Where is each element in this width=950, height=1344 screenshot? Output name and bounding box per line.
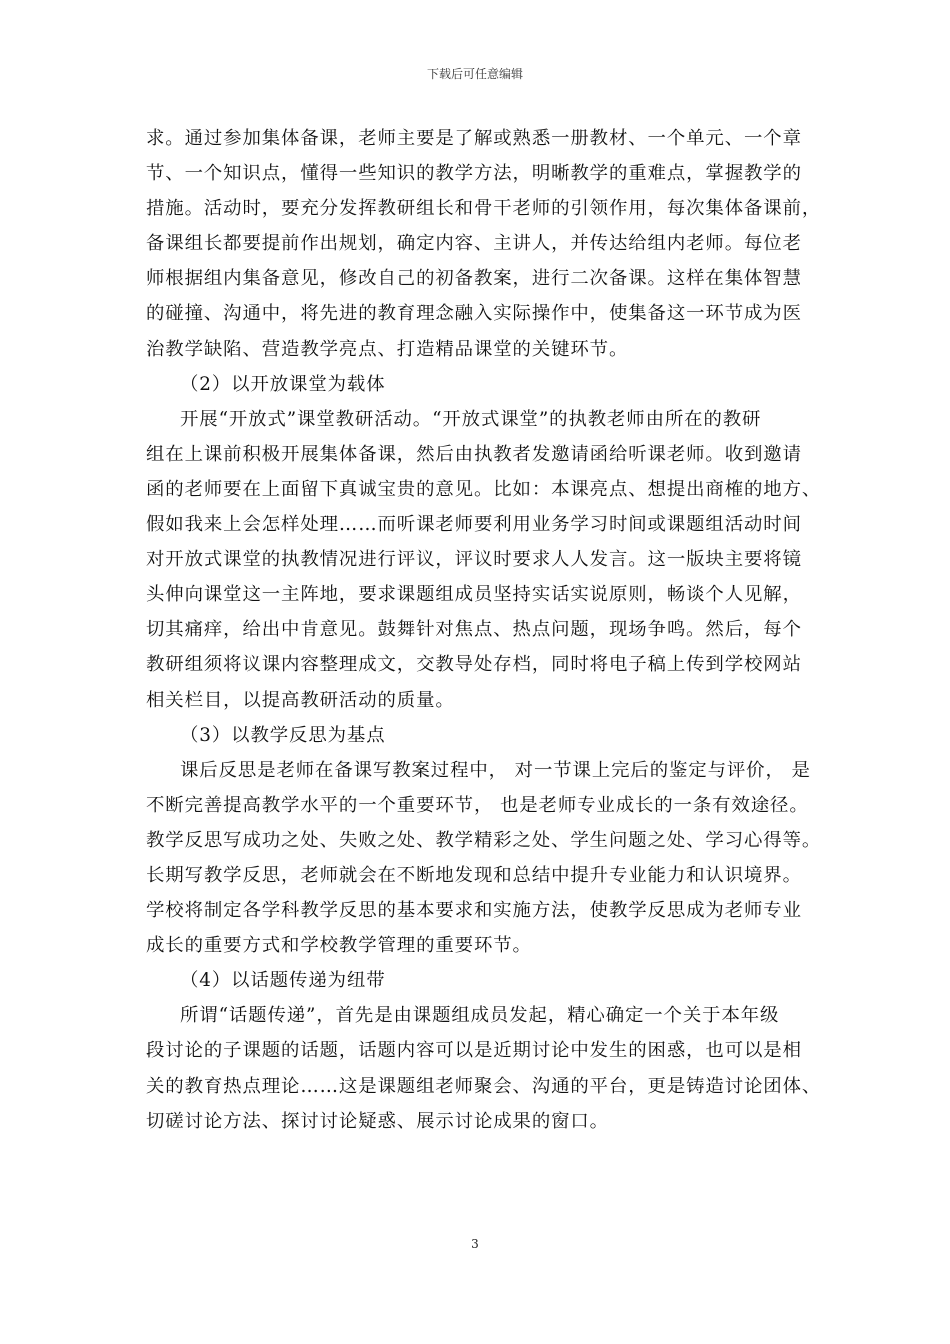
body-line: 对开放式课堂的执教情况进行评议，评议时要求人人发言。这一版块主要将镜 <box>146 549 802 571</box>
paragraph-first-line: 开展“开放式”课堂教研活动。“开放式课堂”的执教老师由所在的教研 <box>180 408 762 430</box>
body-line: 学校将制定各学科教学反思的基本要求和实施方法，使教学反思成为老师专业 <box>146 900 802 922</box>
body-line: 治教学缺陷、营造教学亮点、打造精品课堂的关键环节。 <box>146 338 629 360</box>
paragraph-first-line: 所谓“话题传递”，首先是由课题组成员发起，精心确定一个关于本年级 <box>180 1005 780 1027</box>
section-heading: （4）以话题传递为纽带 <box>180 970 386 992</box>
section-heading: （2）以开放课堂为载体 <box>180 373 386 395</box>
body-line: 关的教育热点理论……这是课题组老师聚会、沟通的平台，更是铸造讨论团体、 <box>146 1075 822 1097</box>
body-line: 切其痛痒，给出中肯意见。鼓舞针对焦点、热点问题，现场争鸣。然后，每个 <box>146 619 802 641</box>
body-line: 切磋讨论方法、探讨讨论疑惑、展示讨论成果的窗口。 <box>146 1110 609 1132</box>
body-line: 措施。活动时，要充分发挥教研组长和骨干老师的引领作用，每次集体备课前， <box>146 198 822 220</box>
body-line: 相关栏目，以提高教研活动的质量。 <box>146 689 455 711</box>
paragraph-first-line: 课后反思是老师在备课写教案过程中， 对一节课上完后的鉴定与评价， 是 <box>180 759 811 781</box>
body-line: 头伸向课堂这一主阵地，要求课题组成员坚持实话实说原则，畅谈个人见解， <box>146 584 802 606</box>
page-header: 下载后可任意编辑 <box>426 67 523 81</box>
body-line: 组在上课前积极开展集体备课，然后由执教者发邀请函给听课老师。收到邀请 <box>146 443 802 465</box>
section-heading: （3）以教学反思为基点 <box>180 724 386 746</box>
body-line: 备课组长都要提前作出规划，确定内容、主讲人，并传达给组内老师。每位老 <box>146 233 802 255</box>
body-line: 不断完善提高教学水平的一个重要环节， 也是老师专业成长的一条有效途径。 <box>146 794 809 816</box>
body-line: 教研组须将议课内容整理成文，交教导处存档，同时将电子稿上传到学校网站 <box>146 654 802 676</box>
body-line: 节、一个知识点，懂得一些知识的教学方法，明晰教学的重难点，掌握教学的 <box>146 163 802 185</box>
body-line: 假如我来上会怎样处理……而听课老师要利用业务学习时间或课题组活动时间 <box>146 514 802 536</box>
body-line: 成长的重要方式和学校教学管理的重要环节。 <box>146 935 532 957</box>
body-line: 的碰撞、沟通中，将先进的教育理念融入实际操作中，使集备这一环节成为医 <box>146 303 802 325</box>
body-line: 求。通过参加集体备课，老师主要是了解或熟悉一册教材、一个单元、一个章 <box>146 128 802 149</box>
page-number: 3 <box>471 1237 479 1251</box>
document-body <box>146 121 822 1139</box>
body-line: 长期写教学反思，老师就会在不断地发现和总结中提升专业能力和认识境界。 <box>146 864 802 886</box>
body-line: 函的老师要在上面留下真诚宝贵的意见。比如：本课亮点、想提出商榷的地方、 <box>146 478 822 500</box>
body-line: 师根据组内集备意见，修改自己的初备教案，进行二次备课。这样在集体智慧 <box>146 268 802 290</box>
body-line: 教学反思写成功之处、失败之处、教学精彩之处、学生问题之处、学习心得等。 <box>146 829 822 851</box>
body-line: 段讨论的子课题的话题，话题内容可以是近期讨论中发生的困惑，也可以是相 <box>146 1040 802 1062</box>
